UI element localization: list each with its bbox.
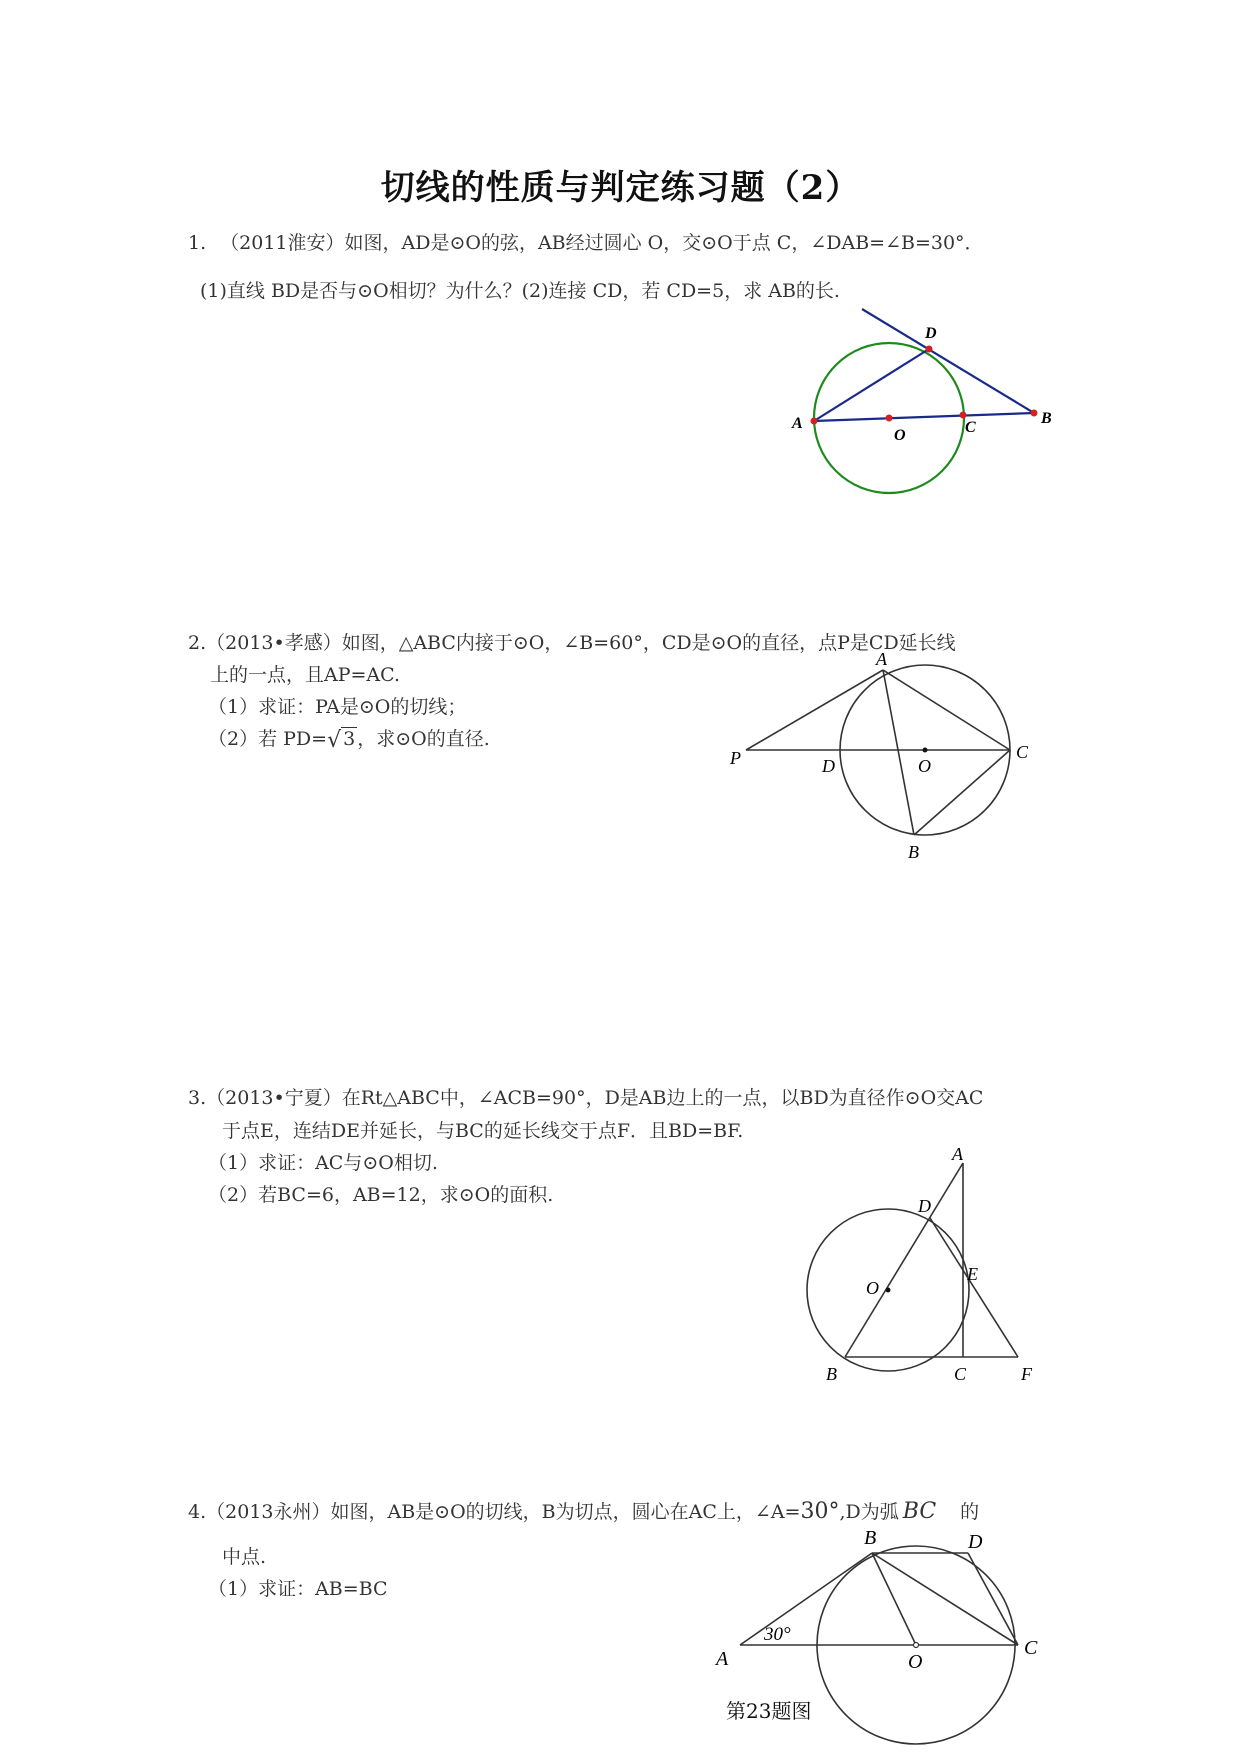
fig4-label-c: C (1024, 1637, 1038, 1659)
problem-4-text-1b: ,D为弧 (839, 1501, 899, 1523)
problem-2-text-4b: ，求⊙O的直径. (357, 728, 490, 750)
fig3-line-df (930, 1218, 1018, 1357)
problem-2-text-1: （2013•孝感）如图，△ABC内接于⊙O，∠B=60°，CD是⊙O的直径，点P是CD延长线 (206, 632, 956, 654)
problem-1-text-1: （2011淮安）如图，AD是⊙O的弦，AB经过圆心 O，交⊙O于点 C，∠DAB=∠B=30°． (220, 232, 984, 254)
problem-4-line-3: （1）求证：AB=BC (208, 1578, 388, 1600)
fig4-label-o: O (908, 1651, 923, 1673)
fig2-center-dot (923, 748, 928, 753)
problem-1-number: 1. (188, 232, 207, 254)
fig4-line-dc (968, 1553, 1018, 1645)
fig3-line-ab (845, 1163, 963, 1357)
problem-2-line-4 (208, 724, 490, 753)
fig3-label-o: O (866, 1278, 879, 1298)
problem-4-number: 4. (188, 1501, 207, 1523)
fig4-center-dot (914, 1643, 919, 1648)
problem-1-line-2: (1)直线 BD是否与⊙O相切？为什么？(2)连接 CD，若 CD=5，求 AB的长. (200, 280, 840, 302)
problem-4-arc: BC (902, 1499, 937, 1524)
problem-2-number: 2. (188, 632, 207, 654)
fig2-label-a: A (876, 649, 887, 669)
problem-3-figure (800, 1140, 1050, 1388)
sqrt-value: 3 (343, 728, 356, 750)
sqrt-symbol: √ (327, 728, 342, 753)
problem-3-line-3: （1）求证：AC与⊙O相切. (208, 1152, 438, 1174)
fig1-point-b (1031, 410, 1038, 417)
fig1-label-o: O (894, 427, 906, 444)
problem-3-number: 3. (188, 1087, 207, 1109)
fig3-label-a: A (952, 1144, 963, 1164)
fig4-caption: 第23题图 (726, 1699, 812, 1723)
problem-4-text-1c: 的 (960, 1501, 980, 1523)
fig3-label-d: D (918, 1196, 931, 1216)
fig1-label-d: D (925, 325, 937, 342)
fig3-label-b: B (826, 1364, 837, 1384)
fig4-label-angle: 30° (764, 1624, 791, 1645)
problem-4-angle: 30° (800, 1499, 840, 1524)
fig2-label-c: C (1016, 742, 1029, 762)
fig2-label-b: B (908, 842, 919, 862)
fig2-label-d: D (822, 756, 835, 776)
fig2-line-ac (883, 670, 1010, 750)
problem-2-figure (720, 648, 1040, 870)
fig2-label-o: O (918, 756, 931, 776)
fig1-chord-ad (814, 349, 929, 421)
problem-4-text-1a: （2013永州）如图，AB是⊙O的切线，B为切点，圆心在AC上，∠A= (206, 1501, 801, 1523)
problem-2-line-3: （1）求证：PA是⊙O的切线； (208, 696, 467, 718)
problem-2-line-2: 上的一点，且AP=AC. (210, 664, 401, 686)
fig3-center-dot (886, 1288, 891, 1293)
fig1-point-c (960, 412, 967, 419)
problem-3-line-2: 于点E，连结DE并延长，与BC的延长线交于点F．且BD=BF. (222, 1120, 744, 1142)
fig1-point-a (811, 418, 818, 425)
fig4-label-b: B (864, 1527, 877, 1549)
fig1-label-a: A (792, 415, 803, 432)
problem-1-figure (780, 300, 1080, 520)
fig2-label-p: P (730, 748, 741, 768)
fig3-label-f: F (1021, 1364, 1032, 1384)
problem-3-line-4: （2）若BC=6，AB=12，求⊙O的面积. (208, 1184, 554, 1206)
fig1-line-ab (814, 413, 1034, 421)
fig4-label-a: A (716, 1648, 729, 1670)
fig2-line-ab (883, 670, 914, 835)
page-title: 切线的性质与判定练习题（2） (380, 168, 861, 208)
fig3-label-e: E (967, 1264, 978, 1284)
problem-3-text-1: （2013•宁夏）在Rt△ABC中，∠ACB=90°，D是AB边上的一点，以BD为直径作⊙O交AC (206, 1087, 984, 1109)
problem-3-line-1 (188, 1083, 983, 1110)
fig3-label-c: C (954, 1364, 967, 1384)
problem-4-line-2: 中点. (222, 1546, 267, 1568)
fig1-point-o (886, 415, 893, 422)
fig1-tangent-line (862, 309, 1034, 413)
fig4-line-ab (740, 1553, 872, 1645)
fig1-point-d (926, 346, 933, 353)
fig2-line-pa (746, 670, 883, 750)
problem-2-text-4a: （2）若 PD= (208, 728, 328, 750)
fig4-label-d: D (968, 1531, 983, 1553)
fig1-label-b: B (1041, 410, 1052, 427)
fig1-label-c: C (965, 419, 976, 436)
problem-1-line-1 (188, 228, 984, 255)
